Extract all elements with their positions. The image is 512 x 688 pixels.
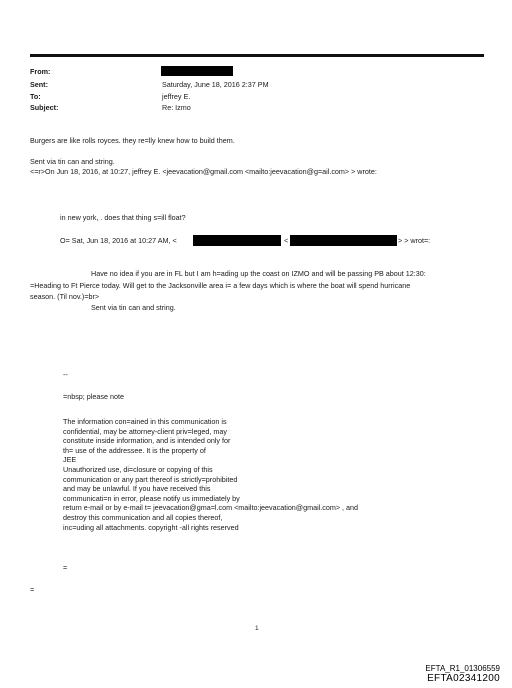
disclaimer-line: and may be unlawful. If you have received this (63, 484, 211, 494)
redaction-email-1 (193, 235, 281, 246)
page-number: 1 (255, 625, 259, 632)
disclaimer-line: destroy this communication and all copies thereof, (63, 512, 223, 522)
equals-mark: = (63, 563, 68, 572)
left-equals-mark: = (30, 585, 35, 594)
redaction-email-2 (290, 235, 397, 246)
disclaimer-line: confidential, may be attorney-client priv=leged, may (63, 426, 227, 436)
disclaimer (63, 417, 358, 532)
disclaimer-line: th= use of the addressee. It is the property of (63, 445, 206, 455)
quote1-line-2-mid: < (284, 236, 289, 245)
subject-label: Subject: (30, 103, 59, 112)
subject-value: Re: Izmo (162, 103, 191, 112)
footer-code-2: EFTA02341200 (427, 673, 500, 684)
footer-code-1: EFTA_R1_01306559 (425, 664, 500, 673)
disclaimer-line: return e-mail or by e-mail t= jeevacation@gma=l.com <mailto:jeevacation@gmail.com> , and (63, 503, 359, 513)
disclaimer-line: communication or any part thereof is strictly=prohibited (63, 474, 238, 484)
to-label: To: (30, 92, 41, 101)
sent-label: Sent: (30, 80, 48, 89)
body-line-3: <=r>On Jun 18, 2016, at 10:27, jeffrey E. <jeevacation@gmail.com <mailto:jeevacation@g=ail.com> > wrote: (30, 167, 377, 176)
top-rule (30, 54, 484, 57)
to-value: jeffrey E. (162, 92, 191, 101)
redaction-from (161, 66, 233, 76)
disclaimer-line: constitute inside information, and is intended only for (63, 436, 231, 446)
dashes: -- (63, 370, 68, 379)
disclaimer-line: JEE (63, 455, 77, 465)
quote2-line-4: Sent via tin can and string. (91, 303, 176, 312)
disclaimer-line: The information con=ained in this communication is (63, 417, 227, 426)
quote1-line-1: in new york, . does that thing s=ill float? (60, 213, 186, 222)
disclaimer-line: Unauthorized use, di=closure or copying of this (63, 464, 213, 474)
quote2-line-1: Have no idea if you are in FL but I am h=ading up the coast on IZMO and will be passing PB about 12:30: (91, 269, 426, 278)
disclaimer-line: inc=uding all attachments. copyright -all rights reserved (63, 522, 239, 532)
quote1-line-2-suffix: > > wrot=: (398, 236, 431, 245)
quote2-line-2: =Heading to Ft Pierce today. Will get to the Jacksonville area i= a few days which is where the boat will spend hurricane (30, 281, 411, 290)
disclaimer-line: communicati=n in error, please notify us immediately by (63, 493, 240, 503)
from-label: From: (30, 67, 51, 76)
quote1-line-2-prefix: O= Sat, Jun 18, 2016 at 10:27 AM, < (60, 236, 177, 245)
body-line-2: Sent via tin can and string. (30, 157, 115, 166)
nbsp-line: =nbsp; please note (63, 392, 124, 401)
body-line-1: Burgers are like rolls royces. they re=lly knew how to build them. (30, 136, 235, 145)
quote2-line-3: season. (Til nov.)=br> (30, 292, 100, 301)
sent-value: Saturday, June 18, 2016 2:37 PM (162, 80, 269, 89)
